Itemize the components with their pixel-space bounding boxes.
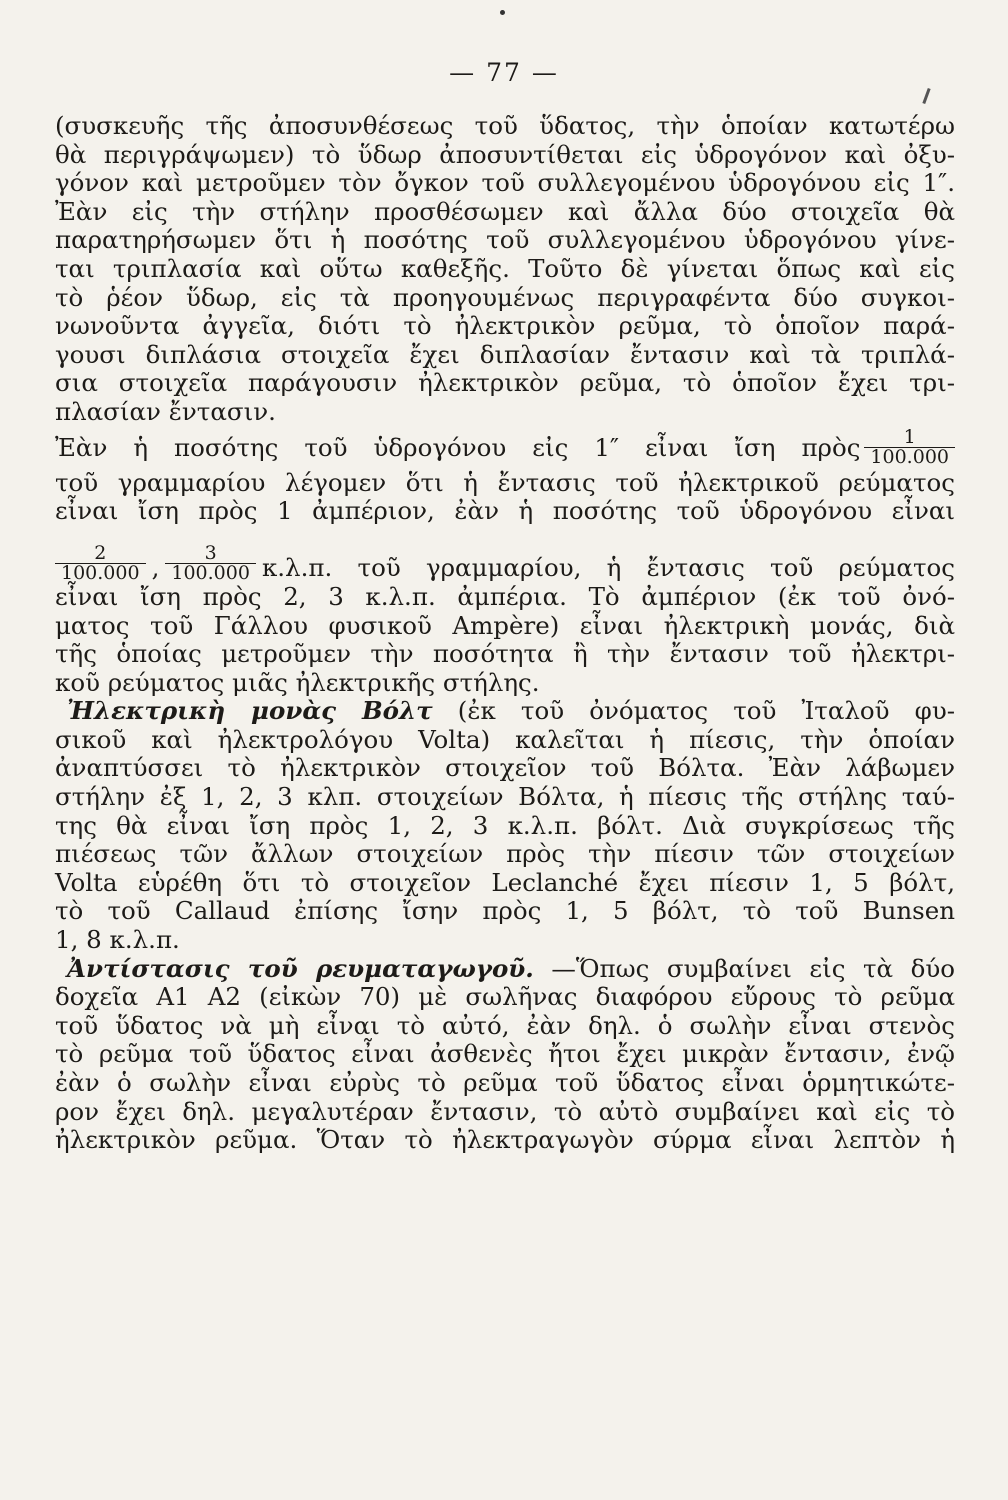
text-line: τὸ τοῦ Callaud ἐπίσης ἴσην πρὸς 1, 5 βόλτ, τὸ τοῦ Bunsen [55,896,955,926]
text-line: δοχεῖα Α1 Α2 (εἰκὼν 70) μὲ σωλῆνας διαφόρου εὔρους τὸ ρεῦμα [55,982,955,1012]
text-line: Ἐὰν εἰς τὴν στήλην προσθέσωμεν καὶ ἄλλα δύο στοιχεῖα θὰ [55,196,955,226]
text-line: πλασίαν ἔντασιν. [55,396,276,426]
text-line: εἶναι ἴση πρὸς 1 ἀμπέριον, ἐὰν ἡ ποσότης τοῦ ὑδρογόνου εἶναι [55,496,955,526]
text-line: σια στοιχεῖα παράγουσιν ἠλεκτρικὸν ρεῦμα, τὸ ὁποῖον ἔχει τρι- [55,368,955,398]
text-line: τὸ ρεῦμα τοῦ ὕδατος εἶναι ἀσθενὲς ἤτοι ἔχει μικρὰν ἔντασιν, ἐνῷ [55,1039,955,1069]
text-line: τῆς ὁποίας μετροῦμεν τὴν ποσότητα ἢ τὴν ἔντασιν τοῦ ἠλεκτρι- [55,639,955,669]
section-heading-resistance: Ἀντίστασις τοῦ ρευματαγωγοῦ. [67,953,534,983]
definition-text: Ἐὰν ἡ ποσότης τοῦ ὑδρογόνου εἰς 1″ εἶναι ἴση πρὸς [55,433,861,463]
ink-dot [500,10,505,15]
fraction-two-over: $\frac{2}{100.000}$ [55,544,146,583]
text-line: (συσκευῆς τῆς ἀποσυνθέσεως τοῦ ὕδατος, τὴν ὁποίαν κατωτέρω [55,111,955,140]
definition-line [55,427,955,469]
text-line: κοῦ ρεύματος μιᾶς ἠλεκτρικῆς στήλης. [55,667,540,697]
text-line: παρατηρήσωμεν ὅτι ἡ ποσότης τοῦ συλλεγομένου ὑδρογόνου γίνε- [55,225,955,255]
text-line: τοῦ γραμμαρίου λέγομεν ὅτι ἡ ἔντασις τοῦ ἠλεκτρικοῦ ρεύματος [55,467,955,497]
text-line: τοῦ ὕδατος νὰ μὴ εἶναι τὸ αὐτό, ἐὰν δηλ. ὁ σωλὴν εἶναι στενὸς [55,1010,955,1040]
text-line: γόνον καὶ μετροῦμεν τὸν ὄγκον τοῦ συλλεγομένου ὑδρογόνου εἰς 1″. [55,168,955,198]
text-line: ται τριπλασία καὶ οὕτω καθεξῆς. Τοῦτο δὲ γίνεται ὅπως καὶ εἰς [55,253,955,283]
volt-heading-text: (ἐκ τοῦ ὀνόματος τοῦ Ἰταλοῦ φυ- [457,696,956,726]
fraction-three-over: $\frac{3}{100.000}$ [165,544,256,583]
text-line: στήλην ἐξ 1, 2, 3 κλπ. στοιχείων Βόλτα, ἡ πίεσις τῆς στήλης ταύ- [55,782,955,812]
text-line: ἀναπτύσσει τὸ ἠλεκτρικὸν στοιχεῖον τοῦ Βόλτα. Ἐὰν λάβωμεν [55,753,955,783]
text-line: ματος τοῦ Γάλλου φυσικοῦ Ampère) εἶναι ἠλεκτρικὴ μονάς, διὰ [55,610,955,640]
paragraph-ampere-def [55,469,955,526]
paragraph-electrolysis [55,112,955,427]
text-line: ρον ἔχει δηλ. μεγαλυτέραν ἔντασιν, τὸ αὐτὸ συμβαίνει καὶ εἰς τὸ [55,1096,955,1126]
page-body [55,112,955,1155]
text-line: τὸ ῥέον ὕδωρ, εἰς τὰ προηγουμένως περιγραφέντα δύο συγκοι- [55,282,955,312]
fraction-line-text: κ.λ.π. τοῦ γραμμαρίου, ἡ ἔντασις τοῦ ρεύματος [261,553,955,583]
volt-heading-line [55,697,955,726]
text-line: ἠλεκτρικὸν ρεῦμα. Ὅταν τὸ ἠλεκτραγωγὸν σύρμα εἶναι λεπτὸν ἡ [55,1125,955,1155]
fraction-line [55,526,955,583]
section-heading-volt: Ἠλεκτρικὴ μονὰς Βόλτ [67,696,433,726]
pen-mark [922,88,930,104]
resistance-heading-line [55,955,955,984]
resistance-heading-text: —Ὅπως συμβαίνει εἰς τὰ δύο [551,953,955,983]
text-line: πιέσεως τῶν ἄλλων στοιχείων πρὸς τὴν πίεσιν τῶν στοιχείων [55,839,955,869]
text-line: νωνοῦντα ἀγγεῖα, διότι τὸ ἠλεκτρικὸν ρεῦμα, τὸ ὁποῖον παρά- [55,311,955,341]
text-line: 1, 8 κ.λ.π. [55,925,180,955]
text-line: εἶναι ἴση πρὸς 2, 3 κ.λ.π. ἀμπέρια. Τὸ ἀμπέριον (ἐκ τοῦ ὀνό- [55,581,955,611]
paragraph-resistance [55,983,955,1155]
text-line: της θὰ εἶναι ἴση πρὸς 1, 2, 3 κ.λ.π. βόλτ. Διὰ συγκρίσεως τῆς [55,810,955,840]
page-number: — 77 — [449,58,559,87]
fraction-one-over: $\frac{1}{100.000}$ [864,428,955,467]
text-line: γουσι διπλάσια στοιχεῖα ἔχει διπλασίαν ἔντασιν καὶ τὰ τριπλά- [55,339,955,369]
fraction-separator: , [151,553,160,583]
text-line: ἐὰν ὁ σωλὴν εἶναι εὐρὺς τὸ ρεῦμα τοῦ ὕδατος εἶναι ὁρμητικώτε- [55,1068,955,1097]
text-line: Volta εὑρέθη ὅτι τὸ στοιχεῖον Leclanché ἔχει πίεσιν 1, 5 βόλτ, [55,867,955,897]
paragraph-volt [55,726,955,955]
text-line: σικοῦ καὶ ἠλεκτρολόγου Volta) καλεῖται ἡ πίεσις, τὴν ὁποίαν [55,724,955,754]
text-line: θὰ περιγράψωμεν) τὸ ὕδωρ ἀποσυντίθεται εἰς ὑδρογόνον καὶ ὀξυ- [55,139,955,169]
paragraph-ampere-unit [55,583,955,697]
